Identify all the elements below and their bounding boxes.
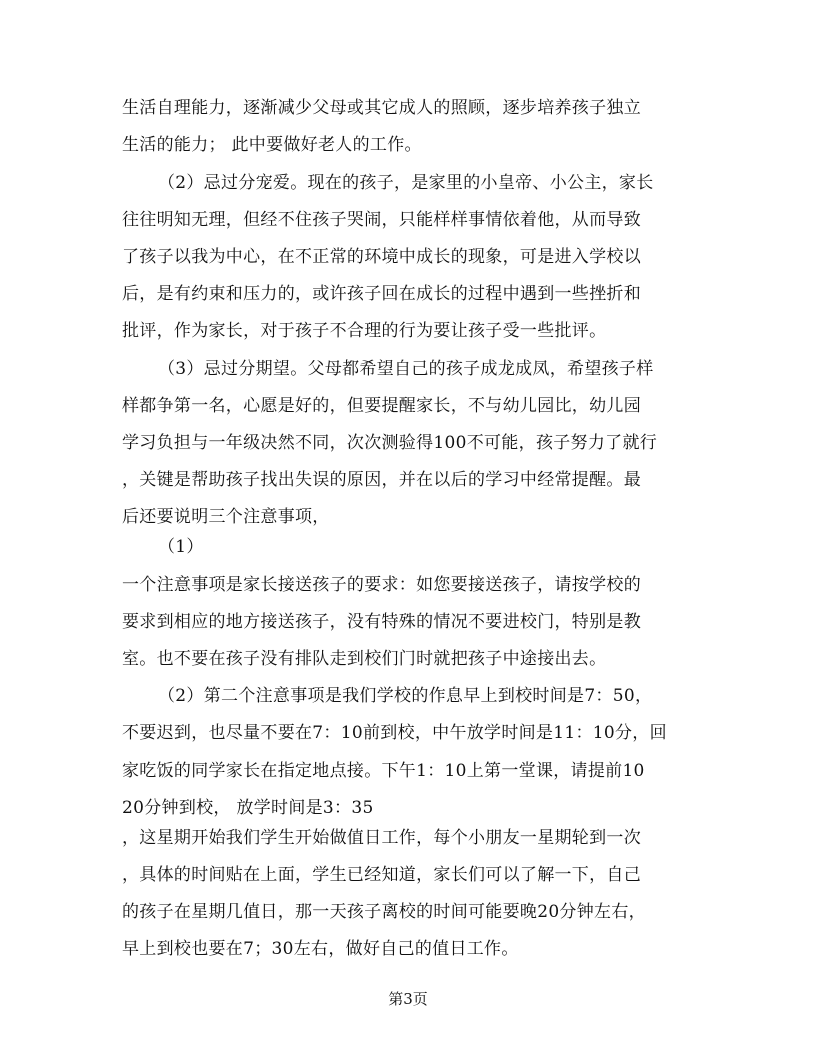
text-line: 后，是有约束和压力的，或许孩子回在成长的过程中遇到一些挫折和 (122, 284, 641, 304)
text-line: ，关键是帮助孩子找出失误的原因，并在以后的学习中经常提醒。最 (122, 470, 641, 490)
text-line: （2）第二个注意事项是我们学校的作息早上到校时间是7：50， (158, 686, 653, 706)
text-line: （1） (158, 537, 204, 557)
text-line: 20分钟到校， 放学时间是3：35 (122, 798, 374, 818)
text-line: （2）忌过分宠爱。现在的孩子，是家里的小皇帝、小公主，家长 (158, 173, 654, 193)
text-line: 学习负担与一年级决然不同，次次测验得100不可能，孩子努力了就行 (122, 433, 658, 453)
text-line: 批评，作为家长，对于孩子不合理的行为要让孩子受一些批评。 (122, 321, 607, 341)
text-line: 一个注意事项是家长接送孩子的要求：如您要接送孩子，请按学校的 (122, 575, 641, 595)
text-line: 的孩子在星期几值日，那一天孩子离校的时间可能要晚20分钟左右， (122, 902, 646, 922)
text-line: 室。也不要在孩子没有排队走到校们门时就把孩子中途接出去。 (122, 649, 607, 669)
text-line: 生活的能力； 此中要做好老人的工作。 (122, 135, 422, 155)
text-line: ，这星期开始我们学生开始做值日工作，每个小朋友一星期轮到一次 (122, 828, 641, 848)
text-line: 往往明知无理，但经不住孩子哭闹，只能样样事情依着他，从而导致 (122, 210, 641, 230)
text-line: （3）忌过分期望。父母都希望自己的孩子成龙成凤，希望孩子样 (158, 359, 654, 379)
text-line: 了孩子以我为中心，在不正常的环境中成长的现象，可是进入学校以 (122, 247, 641, 267)
text-line: 不要迟到，也尽量不要在7：10前到校，中午放学时间是11：10分，回 (122, 723, 667, 743)
text-line: 要求到相应的地方接送孩子，没有特殊的情况不要进校门，特别是教 (122, 612, 641, 632)
text-line: 生活自理能力，逐渐减少父母或其它成人的照顾，逐步培养孩子独立 (122, 98, 641, 118)
text-line: 样都争第一名，心愿是好的，但要提醒家长，不与幼儿园比，幼儿园 (122, 396, 641, 416)
text-line: 家吃饭的同学家长在指定地点接。下午1：10上第一堂课，请提前10 (122, 761, 645, 781)
text-line: 早上到校也要在7；30左右，做好自己的值日工作。 (122, 939, 519, 959)
text-line: 后还要说明三个注意事项， (122, 507, 330, 527)
page-number: 第3页 (388, 990, 428, 1008)
text-line: ，具体的时间贴在上面，学生已经知道，家长们可以了解一下，自己 (122, 865, 641, 885)
